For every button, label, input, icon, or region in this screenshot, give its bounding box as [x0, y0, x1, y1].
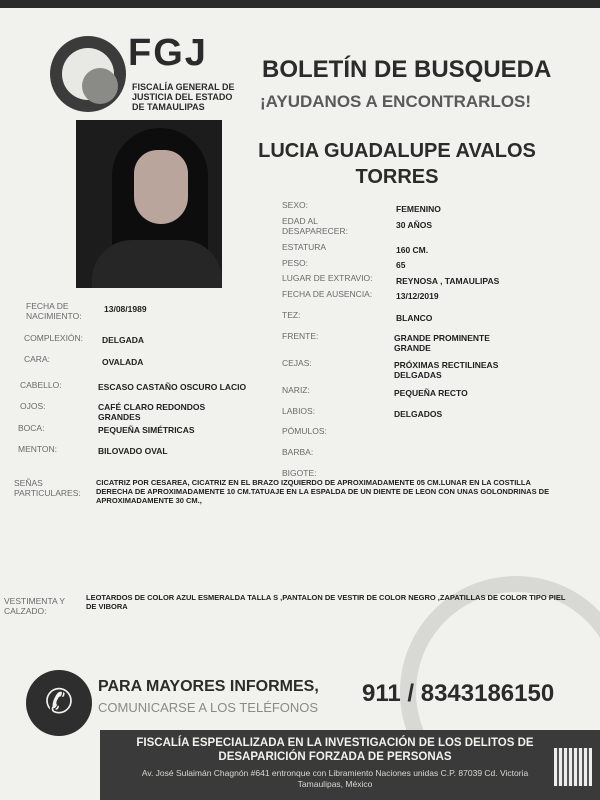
field-label-lugar: LUGAR DE EXTRAVIO: [282, 273, 373, 283]
field-label-tez: TEZ: [282, 310, 301, 320]
field-label-nacimiento: FECHA DE NACIMIENTO: [26, 301, 82, 321]
field-value-peso: 65 [396, 260, 406, 270]
person-name: LUCIA GUADALUPE AVALOS TORRES [258, 140, 536, 188]
field-value-complexion: DELGADA [102, 335, 145, 345]
logo-subtitle: FISCALÍA GENERAL DE JUSTICIA DEL ESTADO DE TAMAULIPAS [132, 82, 235, 112]
bulletin-sheet [0, 8, 600, 800]
field-value-tez: BLANCO [396, 313, 433, 323]
contact-line2: COMUNICARSE A LOS TELÉFONOS [98, 700, 319, 715]
senas-label: SEÑAS PARTICULARES: [14, 478, 81, 498]
logo-text: FGJ [128, 32, 208, 74]
field-label-peso: PESO: [282, 258, 308, 268]
field-value-labios: DELGADOS [394, 409, 443, 419]
field-label-nariz: NARIZ: [282, 385, 310, 395]
field-label-pomulos: PÓMULOS: [282, 426, 327, 436]
field-label-barba: BARBA: [282, 447, 314, 457]
field-label-estatura: ESTATURA [282, 242, 327, 252]
field-value-cejas: PRÓXIMAS RECTILINEAS DELGADAS [394, 360, 499, 380]
field-label-edad: EDAD AL DESAPARECER: [282, 216, 348, 236]
field-label-bigote: BIGOTE: [282, 468, 317, 478]
field-label-boca: BOCA: [18, 423, 45, 433]
field-value-nariz: PEQUEÑA RECTO [394, 388, 468, 398]
field-value-edad: 30 AÑOS [396, 220, 433, 230]
field-value-nacimiento: 13/08/1989 [104, 304, 147, 314]
senas-value: CICATRIZ POR CESAREA, CICATRIZ EN EL BRAZO IZQUIERDO DE APROXIMADAMENTE 05 CM.LUNAR EN LA COSTILLA DERECHA DE APROXIMADAMENTE 10 CM.TATUAJE EN LA ESPALDA DE UN DIENTE DE LEON CON UNAS GOLONDRINAS DE APROXIMADAMENTE 30 CM., [96, 478, 550, 505]
field-value-sexo: FEMENINO [396, 204, 441, 214]
field-label-sexo: SEXO: [282, 200, 308, 210]
contact-phone[interactable]: 911 / 8343186150 [362, 680, 555, 707]
field-label-cara: CARA: [24, 354, 50, 364]
field-label-cejas: CEJAS: [282, 358, 312, 368]
footer-banner [100, 730, 600, 800]
field-value-lugar: REYNOSA , TAMAULIPAS [396, 276, 500, 286]
field-label-labios: LABIOS: [282, 406, 316, 416]
field-value-menton: BILOVADO OVAL [98, 446, 168, 456]
footer-address: Av. José Sulaimán Chagnón #641 entronque con Libramiento Naciones unidas C.P. 87039 Cd. Victoria Tamaulipas, México [141, 768, 529, 789]
field-value-boca: PEQUEÑA SIMÉTRICAS [98, 425, 195, 435]
field-label-complexion: COMPLEXIÓN: [24, 333, 84, 343]
field-value-cara: OVALADA [102, 357, 144, 367]
field-value-frente: GRANDE PROMINENTE GRANDE [394, 333, 490, 353]
bulletin-subtitle: ¡AYUDANOS A ENCONTRARLOS! [260, 92, 532, 111]
field-label-cabello: CABELLO: [20, 380, 62, 390]
person-photo [76, 120, 222, 288]
bulletin-title: BOLETÍN DE BUSQUEDA [262, 56, 552, 83]
field-label-ojos: OJOS: [20, 401, 46, 411]
field-value-cabello: ESCASO CASTAÑO OSCURO LACIO [98, 382, 247, 392]
qr-code-icon [554, 748, 592, 786]
vestimenta-value: LEOTARDOS DE COLOR AZUL ESMERALDA TALLA S ,PANTALON DE VESTIR DE COLOR NEGRO ,ZAPATILLAS DE COLOR TIPO PIEL DE VIBORA [86, 593, 566, 611]
field-value-estatura: 160 CM. [396, 245, 429, 255]
state-seal-icon [50, 36, 126, 112]
vestimenta-label: VESTIMENTA Y CALZADO: [4, 596, 65, 616]
field-label-fecha-ausencia: FECHA DE AUSENCIA: [282, 289, 373, 299]
contact-line1: PARA MAYORES INFORMES, [98, 678, 319, 695]
field-label-menton: MENTON: [18, 444, 58, 454]
field-value-ojos: CAFÉ CLARO REDONDOS GRANDES [98, 402, 206, 422]
field-value-fecha-ausencia: 13/12/2019 [396, 291, 439, 301]
footer-title: FISCALÍA ESPECIALIZADA EN LA INVESTIGACIÓN DE LOS DELITOS DE DESAPARICIÓN FORZADA DE PERSONAS [136, 737, 534, 763]
field-label-frente: FRENTE: [282, 331, 319, 341]
phone-icon: ✆ [26, 670, 92, 736]
